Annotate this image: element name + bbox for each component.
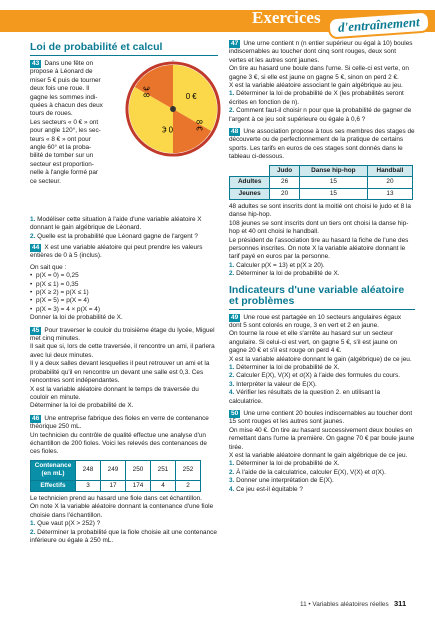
exercise-46: 46 Une entreprise fabrique des fioles en verre de contenance théorique 250 mL. Un technicien du contrôle de qualité effectue une analyse d'un échantillon de 200 fioles. Voici les relevés des contenances de ces fioles. Contenance (en mL) 248 249 250 251 252 Effectifs 3 17 174 4 2 Le technicien prend au hasard une fiole dans cet échantillon. On note X la variable aléatoire donnant la contenance d'une fiole choisie dans l'échantillon. 1. Que vaut p(X > 252) ? 2. Déterminer la probabilité que la fiole choisie ait une contenance inférieure ou égale à 250 mL.: [30, 414, 217, 544]
page-footer: [300, 599, 406, 608]
wheel-center: [170, 106, 176, 112]
tariff-table: [229, 165, 413, 200]
table-cell: 250: [126, 460, 151, 480]
table-cell: 4: [151, 480, 176, 491]
table-row-label: Adultes: [230, 177, 270, 188]
header-title: Exercices: [252, 8, 321, 27]
wheel-label: 0 €: [185, 92, 197, 102]
table-cell: 26: [270, 177, 300, 188]
list-item: • p(X = 0) = 0,25: [30, 272, 218, 280]
section-title: Loi de probabilité et calcul: [30, 42, 218, 56]
page-header: [0, 0, 435, 38]
wheel-pointer-icon: [169, 60, 177, 61]
exercise-43: [30, 60, 218, 244]
table-cell: 252: [176, 460, 201, 480]
list-item: • p(X = 3) = 4 × p(X = 4): [30, 306, 218, 314]
table-cell: 17: [101, 480, 126, 491]
left-column: [30, 40, 218, 545]
table-cell: 15: [299, 177, 367, 188]
page-number: 311: [394, 599, 407, 608]
table-header: Judo: [270, 165, 300, 176]
table-cell: 3: [76, 480, 101, 491]
table-row-label: Jeunes: [230, 188, 270, 199]
table-cell: 174: [126, 480, 151, 491]
exercise-49: 49 Une roue est partagée en 10 secteurs angulaires égaux dont 5 sont colorés en rouge, 3 en vert et 2 en jaune. On tourne la roue et elle s'arrête au hasard sur un secteur angulaire. Si celui-ci est vert, on gagne 5 €, s'il est jaune on gagne 20 € et s'il est rouge on perd 4 €. X est la variable aléatoire donnant le gain (algébrique) de ce jeu. 1. Déterminer la loi de probabilité de X. 2. Calculer E(X), V(X) et σ(X) à l'aide des formules du cours. 3. Interpréter la valeur de E(X). 4. Vérifier les résultats de la question 2. en utilisant la calculatrice.: [229, 313, 412, 405]
capacity-table: [30, 460, 201, 492]
exercise-47: 47 Une urne contient n (n entier supérieur ou égal à 10) boules indiscernables au toucher dont cinq sont rouges, deux sont vertes et les autres sont jaunes. On tire au hasard une boule dans l'urne. Si celle-ci est verte, on gagne 3 €, si elle est jaune on gagne 5 €, sinon on perd 2 €. X est la variable aléatoire associant le gain algébrique au jeu. 1. Déterminer la loi de probabilité de X (les probabilités seront écrites en fonction de n). 2. Comment faut-il choisir n pour que la probabilité de gagner de l'argent à ce jeu soit supérieure ou égale à 0,6 ?: [229, 40, 413, 123]
table-cell: 249: [101, 460, 126, 480]
exercise-number: 43: [32, 60, 40, 67]
probability-list: [30, 272, 218, 314]
list-item: • p(X ≤ 1) = 0,35: [30, 281, 218, 289]
exercise-48: 48 Une association propose à tous ses membres des stages de découverte ou de perfectionnement de la pratique de certains sports. Les tarifs en euros de ces stages sont donnés dans le tableau ci-dessous. Judo Danse hip-hop Handball Adultes 26 15 20 Jeunes 20 15 13 48 adultes se sont inscrits dont la moitié ont choisi le judo et 8 la danse hip-hop. 108 jeunes se sont inscrits dont un tiers ont choisi la danse hip-hop et 40 ont choisi le handball. Le président de l'association tire au hasard la fiche de l'une des personnes inscrites. On note X la variable aléatoire donnant le tarif payé en euros par la personne. 1. Calculer p(X = 13) et p(X ≥ 20). 2. Déterminer la loi de probabilité de X.: [229, 128, 415, 278]
exercise-43-text: 43 Dans une fête on propose à Léonard de miser 5 € puis de tourner deux fois une roue. Il gagne les sommes indi- quées à chacun des deux tours de roues. Les secteurs « 0 € » ont pour angle 120°, les sec- teurs « 8 € » ont pour angle 60° et la proba- bilité de tomber sur un secteur est proportion- nelle à l'angle formé par ce secteur.: [30, 60, 103, 185]
header-badge: d'entraînement: [327, 10, 430, 39]
table-cell: 20: [367, 177, 412, 188]
wheel-label: 8 €: [142, 86, 152, 98]
table-cell: 15: [299, 188, 367, 199]
exercise-43-questions: 1. Modéliser cette situation à l'aide d'une variable aléatoire X donnant le gain algébrique de Léonard. 2. Quelle est la probabilité que Léonard gagne de l'argent ?: [30, 216, 202, 240]
wheel-label: 0 €: [162, 124, 173, 134]
section-title: Indicateurs d'une variable aléatoire et problèmes: [229, 285, 415, 310]
table-cell: 251: [151, 460, 176, 480]
right-column: [229, 40, 415, 494]
exercise-45: 45 Pour traverser le couloir du troisième étage du lycée, Miguel met cinq minutes. Il sait que si, lors de cette traversée, il rencontre un ami, il parlera avec lui deux minutes. Il y a deux salles devant lesquelles il peut retrouver un ami et la probabilité qu'il en rencontre un devant une salle est 0,3. Ces rencontres sont indépendantes. X est la variable aléatoire donnant le temps de traversée du couloir en minute. Déterminer la loi de probabilité de X.: [30, 326, 215, 410]
list-item: • p(X = 5) = p(X = 4): [30, 297, 218, 305]
list-item: • p(X ≥ 2) = p(X ≤ 1): [30, 289, 218, 297]
wheel-label: 8 €: [194, 119, 204, 131]
table-cell: 248: [76, 460, 101, 480]
exercise-44: 44 X est une variable aléatoire qui peut prendre les valeurs entières de 0 à 5 (inclus). On sait que : • p(X = 0) = 0,25 • p(X ≤ 1) = 0,35 • p(X ≥ 2) = p(X ≤ 1) • p(X = 5) = p(X = 4) • p(X = 3) = 4 × p(X = 4) Donner la loi de probabilité de X.: [30, 244, 218, 323]
table-header: Handball: [367, 165, 412, 176]
table-header: Danse hip-hop: [299, 165, 367, 176]
exercise-50: 50 Une urne contient 20 boules indiscernables au toucher dont 15 sont rouges et les autres sont jaunes. On mise 40 €. On tire au hasard successivement deux boules en remettant dans l'urne la première. On gagne 70 € par boule jaune tirée. X est la variable aléatoire donnant le gain algébrique de ce jeu. 1. Déterminer la loi de probabilité de X. 2. À l'aide de la calculatrice, calculer E(X), V(X) et σ(X). 3. Donner une interprétation de E(X). 4. Ce jeu est-il équitable ?: [229, 410, 415, 493]
table-header: Effectifs: [31, 480, 76, 491]
chapter-label: 11 • Variables aléatoires réelles: [300, 601, 389, 608]
table-cell: 13: [367, 188, 412, 199]
prize-wheel: [124, 60, 222, 158]
table-header: Contenance (en mL): [31, 460, 76, 480]
table-cell: 2: [176, 480, 201, 491]
table-cell: 20: [270, 188, 300, 199]
